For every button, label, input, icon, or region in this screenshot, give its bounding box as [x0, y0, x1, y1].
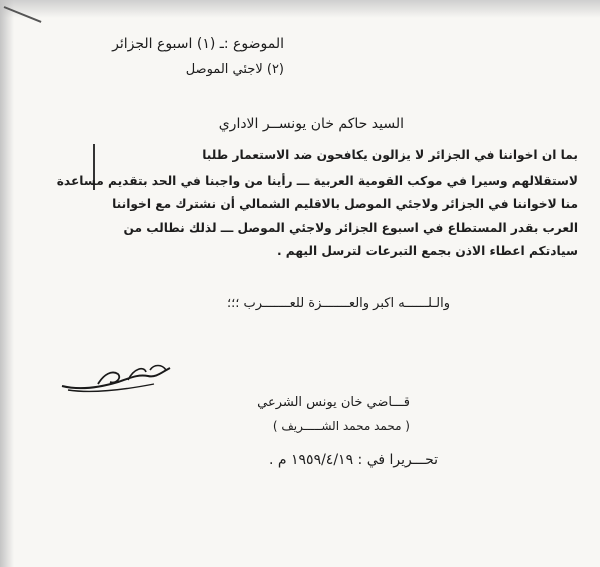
handwritten-signature [58, 360, 178, 394]
date-line: تحـــريرا في : ١٩٥٩/٤/١٩ م . [268, 452, 438, 468]
body-line-5: سيادتكم اعطاء الاذن بجمع التبرعات لترسل اليهم . [276, 244, 578, 258]
scan-shadow-top [0, 0, 600, 18]
closing-line: والـلــــــه اكبر والعـــــــزة للعـــــــرب ؛؛؛ [227, 296, 450, 311]
scan-shadow-left [0, 0, 14, 567]
margin-bracket [93, 144, 95, 170]
subject-line-2: (٢) لاجئي الموصل [185, 62, 284, 77]
signatory-name: ( محمد محمد الشـــــريف ) [272, 419, 410, 433]
body-line-3: منا لاخواننا في الجزائر ولاجئي الموصل بالاقليم الشمالي أن نشترك مع اخواننا [112, 197, 578, 211]
body-line-1: بما ان اخواننا في الجزائر لا يزالون يكافحون ضد الاستعمار طلبا [202, 148, 578, 162]
signatory-title: قـــاضي خان يونس الشرعي [257, 395, 410, 410]
addressee-line: السيد حاكم خان يونســر الاداري [218, 116, 404, 132]
body-line-4: العرب بقدر المستطاع في اسبوع الجزائر ولاجئي الموصل ـــ لذلك نطالب من [123, 221, 578, 235]
body-line-2: لاستقلالهم وسيرا في موكب القومية العربية ـــ رأينا من واجبنا في الحد بتقديم مساعدة [56, 174, 578, 188]
subject-line-1: الموضوع :ـ (١) اسبوع الجزائر [112, 36, 284, 52]
